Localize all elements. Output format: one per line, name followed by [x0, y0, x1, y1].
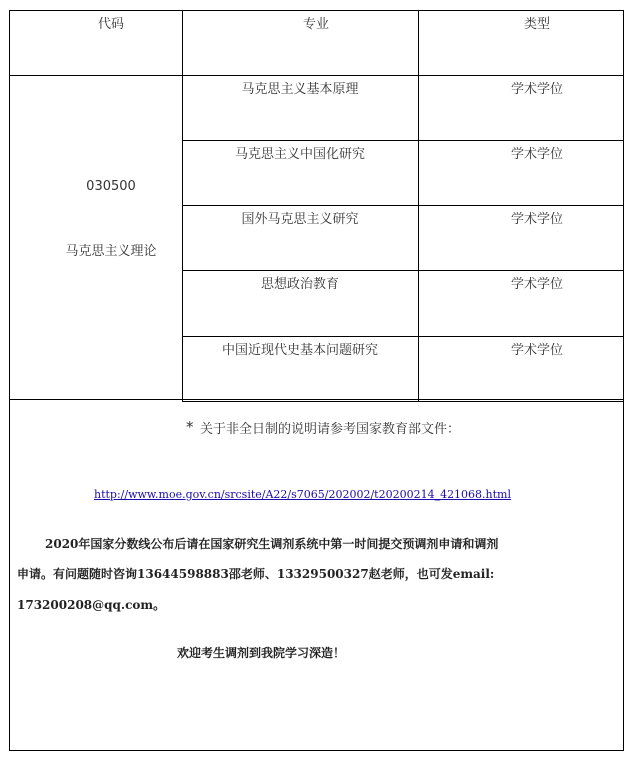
row-divider [182, 270, 624, 271]
header-bottom-line [9, 75, 624, 76]
moe-document-link[interactable]: http://www.moe.gov.cn/srcsite/A22/s7065/202002/t20200214_421068.html [94, 488, 512, 501]
asterisk-marker: * [186, 418, 194, 436]
row-divider [182, 140, 624, 141]
table-row-type: 学术学位 [510, 147, 563, 162]
welcome-text: 欢迎考生调剂到我院学习深造！ [177, 646, 346, 660]
paragraph-line-1: 2020年国家分数线公布后请在国家研究生调剂系统中第一时间提交预调剂申请和调剂 [45, 537, 499, 551]
table-bottom-line [9, 399, 624, 400]
table-row-type: 学术学位 [510, 277, 563, 292]
group-name: 马克思主义理论 [65, 244, 157, 259]
header-major: 专业 [302, 17, 329, 32]
table-row-major: 国外马克思主义研究 [241, 212, 359, 227]
table-row-major: 马克思主义基本原理 [241, 82, 359, 97]
header-type: 类型 [523, 17, 550, 32]
paragraph-line-3: 173200208@qq.com。 [17, 598, 166, 612]
table-row-major: 思想政治教育 [260, 277, 339, 292]
header-code: 代码 [97, 17, 124, 32]
table-row-type: 学术学位 [510, 343, 563, 358]
paragraph-line-2: 申请。有问题随时咨询13644598883邵老师、13329500327赵老师，也可发email: [17, 567, 495, 581]
table-row-type: 学术学位 [510, 82, 563, 97]
part-time-note: 关于非全日制的说明请参考国家教育部文件： [200, 422, 461, 437]
page-frame [9, 10, 624, 751]
table-row-major: 中国近现代史基本问题研究 [221, 343, 378, 358]
row-divider [182, 336, 624, 337]
table-bottom-line-right [182, 401, 624, 402]
table-row-major: 马克思主义中国化研究 [234, 147, 365, 162]
group-code: 030500 [86, 179, 136, 194]
row-divider [182, 205, 624, 206]
table-row-type: 学术学位 [510, 212, 563, 227]
